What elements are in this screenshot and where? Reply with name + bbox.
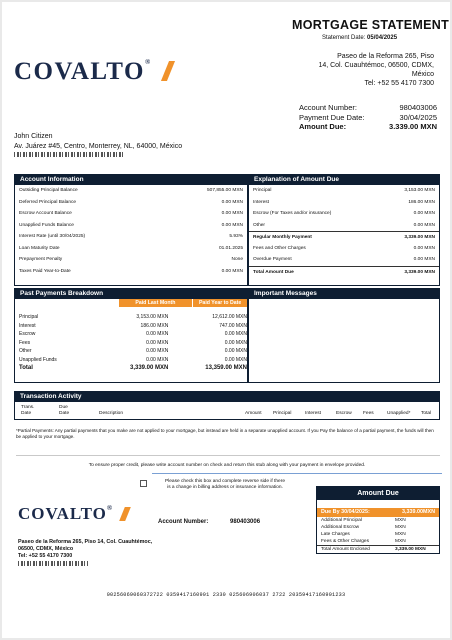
past-payment-row: Escrow 0.00 MXN 0.00 MXN	[19, 331, 247, 337]
col-trans-date: Trans. Date	[21, 405, 35, 416]
past-payment-row: Principal 3,153.00 MXN 12,612.00 MXN	[19, 314, 247, 320]
explanation-row: Fees and Other Charges 0.00 MXN	[253, 245, 435, 251]
paid-last-month-header: Paid Last Month	[119, 299, 193, 307]
customer-block	[14, 132, 182, 157]
col-total: Total	[421, 411, 432, 416]
explanation-row: Principal 3,153.00 MXN	[253, 188, 435, 193]
postal-barcode	[14, 152, 124, 157]
stub-amount-due-box	[316, 486, 440, 554]
stub-total-row: Total Amount Enclosed 3,339.00 MXN	[317, 546, 439, 554]
explanation-heading: Explanation of Amount Due	[249, 175, 439, 185]
past-payments-heading: Past Payments Breakdown	[15, 289, 247, 299]
explanation-section	[248, 174, 440, 286]
customer-name: John Citizen	[14, 133, 53, 140]
scan-line: 00256069060372722 0359417160901 2330 025606906037 2722 20359417160901233	[106, 592, 346, 598]
stub-account-number: Account Number: 980403006	[158, 519, 261, 525]
explanation-row: Total Amount Due 3,339.00 MXN	[249, 266, 439, 278]
col-amount: Amount	[245, 411, 262, 416]
stub-line-row: Additional Escrow MXN	[321, 525, 406, 530]
info-row: Outsiding Principal Balance 507,855.00 MXN	[19, 188, 243, 193]
info-row: Interest Rate (until 30/04/2025) 5.93%	[19, 234, 243, 239]
explanation-row: Other 0.00 MXN	[253, 222, 435, 228]
divider	[16, 455, 440, 456]
info-row: Deferred Principal Balance 0.00 MXN	[19, 199, 243, 205]
account-summary: Account Number: 980403006 Payment Due Date: 30/04/2025 Amount Due: 3.339.00 MXN	[299, 103, 437, 131]
past-payment-row: Fees 0.00 MXN 0.00 MXN	[19, 339, 247, 346]
explanation-row: Interest 186.00 MXN	[253, 199, 435, 205]
address-change-note: Please check this box and complete reverse side if there is a change in billing address or insurance information.	[165, 479, 285, 490]
transaction-activity-heading: Transaction Activity	[15, 392, 439, 402]
stub-line-row: Fees & Other Charges MXN	[321, 539, 406, 544]
statement-date: Statement Date: 05/04/2025	[322, 35, 398, 41]
paid-ytd-header: Paid Year to Date	[193, 299, 247, 307]
statement-title: MORTGAGE STATEMENT	[292, 18, 450, 32]
important-messages-heading: Important Messages	[249, 289, 439, 299]
info-row: Loan Maturity Date 01.01.2025	[19, 245, 243, 251]
col-description: Description	[99, 411, 123, 416]
logo-slash-icon	[120, 507, 132, 521]
col-principal: Principal	[273, 411, 292, 416]
cut-line	[152, 473, 442, 474]
col-due-date: Due Date	[59, 405, 70, 416]
stub-line-row: Additional Principal MXN	[321, 518, 406, 523]
info-row: Taxes Paid Year-to-Date 0.00 MXN	[19, 268, 243, 274]
transaction-activity-section	[14, 391, 440, 420]
col-fees: Fees	[363, 411, 374, 416]
past-payment-row: Other 0.00 MXN 0.00 MXN	[19, 348, 247, 354]
stub-lender-address: Paseo de la Reforma 265, Piso 14, Col. Cuauhtémoc, 06500, CDMX, México Tel: +52 55 4170 7300	[18, 539, 153, 559]
covalto-logo-stub: COVALTO®	[18, 504, 128, 524]
address-change-checkbox[interactable]	[140, 480, 147, 487]
partial-payment-note: *Partial Payments: Any partial payments that you make are not applied to your mortgage, but instead are held in a separate unapplied account. If you Pay the balance of a partial payment, the funds will then be applied to your mortgage.	[16, 428, 434, 439]
col-interest: Interest	[305, 411, 321, 416]
covalto-logo: COVALTO®	[14, 58, 171, 86]
account-information-section	[14, 174, 248, 286]
info-row: Unapplied Funds Balance 0.00 MXN	[19, 222, 243, 228]
explanation-row: Overdue Payment 0.00 MXN	[253, 257, 435, 262]
past-payment-total-row: Total 3,339.00 MXN 13,359.00 MXN	[19, 365, 247, 371]
stub-instruction: To ensure proper credit, please write account number on check and return this stub along with your payment in envelope provided.	[88, 463, 366, 468]
col-escrow: Escrow	[336, 411, 352, 416]
explanation-row: Regular Monthly Payment 3,339.00 MXN	[249, 231, 439, 243]
account-information-heading: Account Information	[15, 175, 247, 185]
customer-address: Av. Juárez #45, Centro, Monterrey, NL, 64000, México	[14, 142, 183, 150]
stub-line-row: Late Charges MXN	[321, 532, 406, 537]
past-payment-row: Unapplied Funds 0.00 MXN 0.00 MXN	[19, 356, 247, 363]
stub-due-by-row: Due By 30/04/2025: 3,339.00MXN	[317, 508, 439, 517]
lender-address: Paseo de la Reforma 265, Piso 14, Col. Cuauhtémoc, 06500, CDMX, México Tel: +52 55 4170 7300	[318, 53, 434, 87]
past-payments-section	[14, 288, 248, 383]
stub-barcode	[18, 561, 88, 566]
col-unapplied: Unapplied*	[387, 411, 411, 416]
mortgage-statement-page	[2, 2, 450, 638]
stub-amount-due-heading: Amount Due	[317, 487, 439, 500]
past-payment-row: Interest 186.00 MXN 747.00 MXN	[19, 322, 247, 329]
info-row: Escrow Account Balance 0.00 MXN	[19, 211, 243, 216]
info-row: Prepayment Penalty None	[19, 257, 243, 262]
explanation-row: Escrow (For Taxes and/or insurance) 0.00 MXN	[253, 211, 435, 216]
logo-slash-icon	[161, 61, 175, 81]
important-messages-section	[248, 288, 440, 383]
